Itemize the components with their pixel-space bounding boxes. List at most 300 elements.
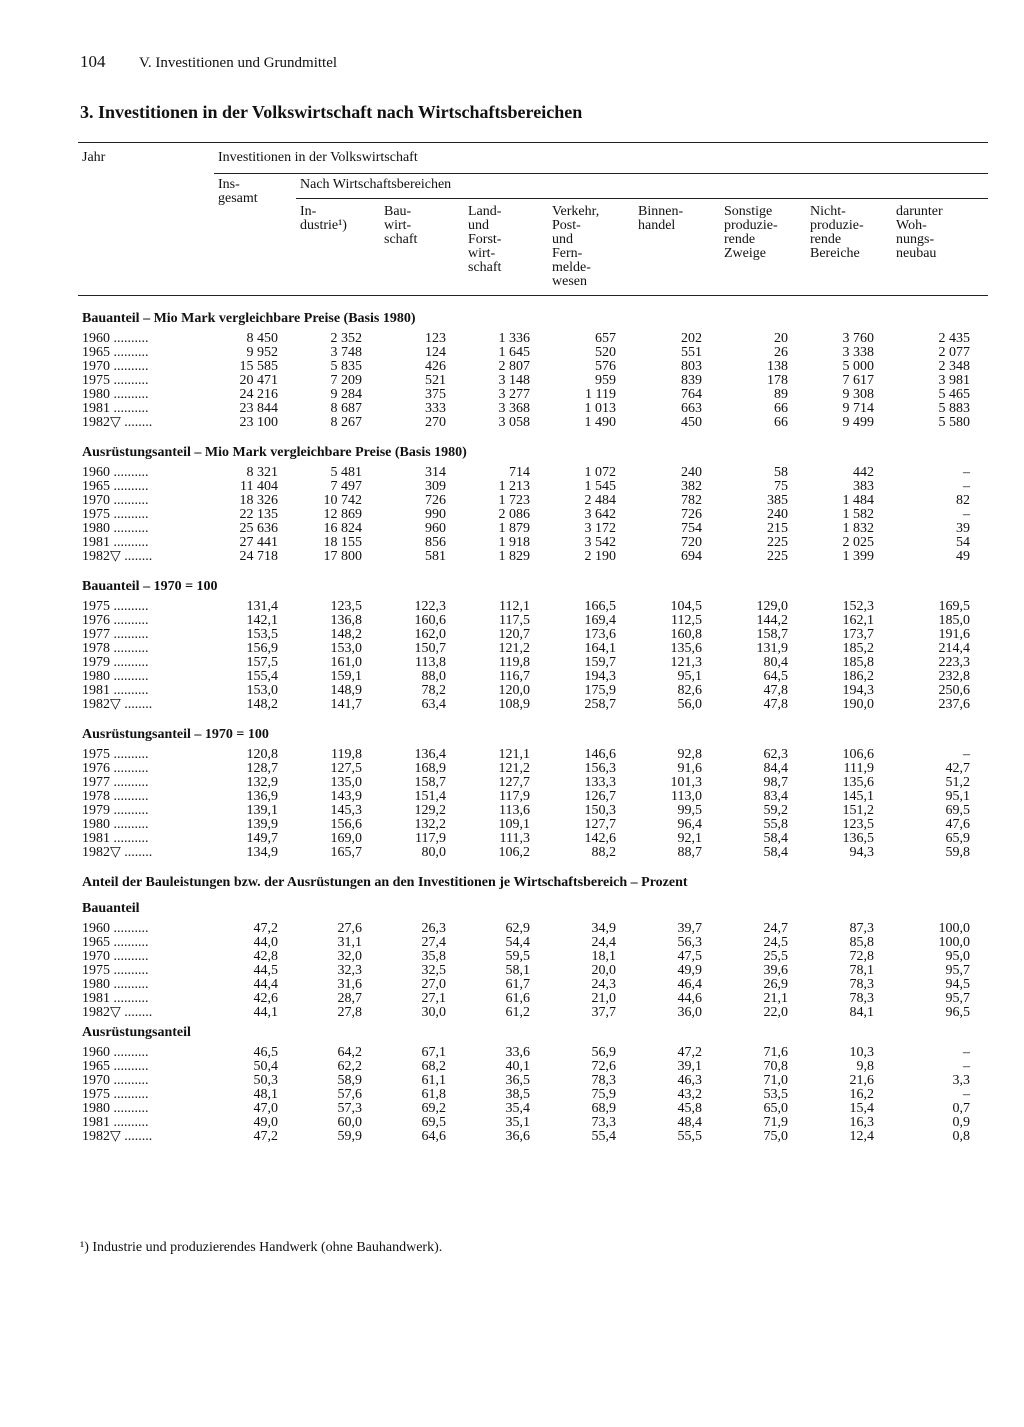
cell-value: 47,8 xyxy=(763,697,788,712)
cell-value: 117,9 xyxy=(415,831,446,846)
section-header-row xyxy=(78,430,988,466)
row-year: 1980 .......... xyxy=(82,522,149,536)
row-year: 1960 .......... xyxy=(82,466,149,480)
cell-value: 450 xyxy=(681,415,702,430)
cell-value: 88,7 xyxy=(677,845,702,860)
cell-value: 382 xyxy=(681,479,702,494)
cell-value: 126,7 xyxy=(584,789,616,804)
row-year: 1977 .......... xyxy=(82,628,149,642)
cell-value: 164,1 xyxy=(584,641,616,656)
cell-value: 72,6 xyxy=(591,1059,616,1074)
cell-value: 122,3 xyxy=(414,599,446,614)
cell-value: 1 119 xyxy=(585,387,616,402)
col-header-industrie: In- dustrie¹) xyxy=(296,199,380,296)
cell-value: 1 582 xyxy=(842,507,874,522)
table-row xyxy=(78,1130,988,1144)
cell-value: 40,1 xyxy=(505,1059,530,1074)
cell-value: 232,8 xyxy=(938,669,971,684)
cell-value: 39,7 xyxy=(677,921,702,936)
cell-value: 67,1 xyxy=(421,1045,446,1060)
cell-value: 71,9 xyxy=(763,1115,788,1130)
cell-value: 26 xyxy=(774,345,788,360)
cell-value: 36,6 xyxy=(505,1129,530,1144)
cell-value: 95,1 xyxy=(945,789,971,804)
cell-value: 59,8 xyxy=(945,845,971,860)
cell-value: 39,6 xyxy=(763,963,788,978)
cell-value: 123,5 xyxy=(330,599,362,614)
cell-value: 5 000 xyxy=(842,359,874,374)
cell-value: 55,4 xyxy=(591,1129,616,1144)
cell-value: 156,9 xyxy=(246,641,278,656)
cell-value: 30,0 xyxy=(421,1005,446,1020)
col-header-verkehr: Verkehr, Post- und Fern- melde- wesen xyxy=(548,199,634,296)
section-title: Bauanteil – Mio Mark vergleichbare Preise (Basis 1980) xyxy=(82,311,416,326)
cell-value: – xyxy=(963,747,971,762)
cell-value: 26,3 xyxy=(421,921,446,936)
cell-value: 3 338 xyxy=(842,345,874,360)
cell-value: 39 xyxy=(956,521,971,536)
cell-value: 123 xyxy=(425,331,446,346)
cell-value: 186,2 xyxy=(842,669,874,684)
cell-value: 375 xyxy=(425,387,446,402)
cell-value: 148,2 xyxy=(246,697,278,712)
row-year: 1980 .......... xyxy=(82,388,149,402)
table-row xyxy=(78,804,988,818)
cell-value: 521 xyxy=(425,373,446,388)
cell-value: 42,7 xyxy=(945,761,971,776)
cell-value: 47,0 xyxy=(253,1101,278,1116)
cell-value: 120,0 xyxy=(498,683,530,698)
chapter-title: V. Investitionen und Grundmittel xyxy=(138,55,338,71)
cell-value: 694 xyxy=(681,549,702,564)
section-header-row xyxy=(78,712,988,748)
cell-value: 136,4 xyxy=(414,747,446,762)
page-header xyxy=(80,52,337,72)
footnote: ¹) Industrie und produzierendes Handwerk (ohne Bauhandwerk). xyxy=(80,1240,443,1255)
cell-value: 22 135 xyxy=(239,507,278,522)
cell-value: 520 xyxy=(595,345,616,360)
cell-value: 68,9 xyxy=(591,1101,616,1116)
table-row xyxy=(78,360,988,374)
cell-value: 3 542 xyxy=(584,535,616,550)
cell-value: 99,5 xyxy=(677,803,702,818)
row-year: 1978 .......... xyxy=(82,790,149,804)
cell-value: 58,9 xyxy=(337,1073,362,1088)
cell-value: 53,5 xyxy=(763,1087,788,1102)
cell-value: 3 981 xyxy=(938,373,971,388)
cell-value: 31,6 xyxy=(337,977,362,992)
row-year: 1965 .......... xyxy=(82,936,149,950)
cell-value: 47,6 xyxy=(945,817,971,832)
cell-value: 78,3 xyxy=(849,977,874,992)
col-header-bauwirtschaft: Bau- wirt- schaft xyxy=(380,199,464,296)
cell-value: 61,8 xyxy=(421,1087,446,1102)
cell-value: 22,0 xyxy=(763,1005,788,1020)
cell-value: 94,5 xyxy=(945,977,971,992)
table-row xyxy=(78,818,988,832)
cell-value: 8 321 xyxy=(246,465,278,480)
cell-value: 117,5 xyxy=(499,613,530,628)
cell-value: 34,9 xyxy=(591,921,616,936)
cell-value: 9 308 xyxy=(842,387,874,402)
cell-value: 258,7 xyxy=(584,697,616,712)
cell-value: – xyxy=(963,479,971,494)
cell-value: 156,6 xyxy=(330,817,362,832)
cell-value: 127,5 xyxy=(330,761,362,776)
cell-value: 36,0 xyxy=(677,1005,702,1020)
cell-value: 132,2 xyxy=(414,817,446,832)
table-row xyxy=(78,1006,988,1020)
cell-value: 168,9 xyxy=(414,761,446,776)
cell-value: 18,1 xyxy=(591,949,616,964)
cell-value: 101,3 xyxy=(670,775,702,790)
cell-value: 16,3 xyxy=(849,1115,874,1130)
table-row xyxy=(78,466,988,480)
cell-value: 78,1 xyxy=(849,963,874,978)
cell-value: 240 xyxy=(767,507,788,522)
cell-value: 165,7 xyxy=(330,845,362,860)
cell-value: 9 952 xyxy=(246,345,278,360)
table-row xyxy=(78,628,988,642)
cell-value: 143,9 xyxy=(330,789,362,804)
table-row xyxy=(78,670,988,684)
cell-value: 94,3 xyxy=(849,845,874,860)
table-row xyxy=(78,950,988,964)
cell-value: 55,5 xyxy=(677,1129,702,1144)
col-year-header: Jahr xyxy=(78,143,214,296)
subsection-title: Ausrüstungsanteil xyxy=(82,1025,191,1040)
cell-value: 1 918 xyxy=(498,535,530,550)
cell-value: 68,2 xyxy=(421,1059,446,1074)
cell-value: 73,3 xyxy=(591,1115,616,1130)
row-year: 1978 .......... xyxy=(82,642,149,656)
table-row xyxy=(78,846,988,860)
cell-value: 162,0 xyxy=(414,627,446,642)
row-year: 1982▽ ........ xyxy=(82,416,153,430)
cell-value: 135,6 xyxy=(670,641,702,656)
row-year: 1980 .......... xyxy=(82,1102,149,1116)
cell-value: 1 399 xyxy=(842,549,874,564)
cell-value: 61,1 xyxy=(421,1073,446,1088)
cell-value: 1 484 xyxy=(842,493,874,508)
row-year: 1982▽ ........ xyxy=(82,550,153,564)
cell-value: 56,9 xyxy=(591,1045,616,1060)
cell-value: 1 213 xyxy=(498,479,530,494)
row-year: 1981 .......... xyxy=(82,1116,149,1130)
investment-table xyxy=(78,142,988,1144)
cell-value: 119,8 xyxy=(499,655,530,670)
cell-value: 62,2 xyxy=(337,1059,362,1074)
cell-value: 54,4 xyxy=(505,935,530,950)
section-title: Ausrüstungsanteil – 1970 = 100 xyxy=(82,727,269,742)
cell-value: 50,3 xyxy=(253,1073,278,1088)
cell-value: 95,1 xyxy=(677,669,702,684)
table-row xyxy=(78,1074,988,1088)
cell-value: 60,0 xyxy=(337,1115,362,1130)
row-year: 1960 .......... xyxy=(82,332,149,346)
cell-value: 23 844 xyxy=(239,401,278,416)
table-row xyxy=(78,790,988,804)
cell-value: 47,8 xyxy=(763,683,788,698)
row-year: 1980 .......... xyxy=(82,818,149,832)
cell-value: 66 xyxy=(774,415,788,430)
section-header-row xyxy=(78,860,988,896)
cell-value: 20,0 xyxy=(591,963,616,978)
cell-value: 69,5 xyxy=(945,803,971,818)
cell-value: 95,7 xyxy=(945,991,971,1006)
cell-value: 25 636 xyxy=(239,521,278,536)
row-year: 1975 .......... xyxy=(82,748,149,762)
row-year: 1970 .......... xyxy=(82,1074,149,1088)
cell-value: 726 xyxy=(425,493,446,508)
subsection-header-row xyxy=(78,896,988,922)
cell-value: 25,5 xyxy=(763,949,788,964)
cell-value: 726 xyxy=(681,507,702,522)
cell-value: 139,1 xyxy=(246,803,278,818)
cell-value: 51,2 xyxy=(945,775,971,790)
cell-value: 121,2 xyxy=(498,641,530,656)
cell-value: 385 xyxy=(767,493,788,508)
cell-value: 803 xyxy=(681,359,702,374)
cell-value: – xyxy=(963,1045,971,1060)
cell-value: 131,9 xyxy=(756,641,788,656)
cell-value: 426 xyxy=(425,359,446,374)
row-year: 1975 .......... xyxy=(82,374,149,388)
cell-value: 185,8 xyxy=(842,655,874,670)
table-row xyxy=(78,1088,988,1102)
cell-value: 1 645 xyxy=(498,345,530,360)
page-number: 104 xyxy=(80,52,106,71)
cell-value: 24,5 xyxy=(763,935,788,950)
cell-value: 15 585 xyxy=(239,359,278,374)
cell-value: 149,7 xyxy=(246,831,278,846)
cell-value: 144,2 xyxy=(756,613,788,628)
cell-value: 155,4 xyxy=(246,669,278,684)
cell-value: 75,9 xyxy=(591,1087,616,1102)
cell-value: 55,8 xyxy=(763,817,788,832)
cell-value: 129,0 xyxy=(756,599,788,614)
cell-value: 2 352 xyxy=(330,331,362,346)
cell-value: 24,4 xyxy=(591,935,616,950)
cell-value: 9,8 xyxy=(856,1059,874,1074)
cell-value: 50,4 xyxy=(253,1059,278,1074)
col-header-wohnungsneubau: darunter Woh- nungs- neubau xyxy=(892,199,988,296)
cell-value: 9 284 xyxy=(330,387,362,402)
cell-value: 69,5 xyxy=(421,1115,446,1130)
section-title: Bauanteil – 1970 = 100 xyxy=(82,579,218,594)
cell-value: 157,5 xyxy=(246,655,278,670)
cell-value: 18 326 xyxy=(239,493,278,508)
row-year: 1980 .......... xyxy=(82,670,149,684)
cell-value: 7 617 xyxy=(842,373,874,388)
cell-value: 135,6 xyxy=(842,775,874,790)
cell-value: 112,5 xyxy=(671,613,702,628)
cell-value: 42,8 xyxy=(253,949,278,964)
cell-value: 47,5 xyxy=(677,949,702,964)
row-year: 1965 .......... xyxy=(82,346,149,360)
cell-value: 35,1 xyxy=(505,1115,530,1130)
cell-value: 11 404 xyxy=(240,479,278,494)
cell-value: 18 155 xyxy=(323,535,362,550)
cell-value: 9 499 xyxy=(842,415,874,430)
cell-value: 1 072 xyxy=(584,465,616,480)
cell-value: 160,6 xyxy=(414,613,446,628)
cell-value: 72,8 xyxy=(849,949,874,964)
cell-value: 35,8 xyxy=(421,949,446,964)
cell-value: 75,0 xyxy=(763,1129,788,1144)
cell-value: 136,9 xyxy=(246,789,278,804)
cell-value: 150,7 xyxy=(414,641,446,656)
cell-value: 2 435 xyxy=(938,331,971,346)
table-row xyxy=(78,748,988,762)
cell-value: 95,7 xyxy=(945,963,971,978)
cell-value: 62,3 xyxy=(763,747,788,762)
cell-value: 96,5 xyxy=(945,1005,971,1020)
cell-value: 121,1 xyxy=(498,747,530,762)
table-row xyxy=(78,684,988,698)
table-row xyxy=(78,1116,988,1130)
cell-value: 24,3 xyxy=(591,977,616,992)
cell-value: 113,0 xyxy=(671,789,702,804)
row-year: 1980 .......... xyxy=(82,978,149,992)
cell-value: 3 172 xyxy=(584,521,616,536)
cell-value: 152,3 xyxy=(842,599,874,614)
cell-value: 145,1 xyxy=(842,789,874,804)
cell-value: 44,6 xyxy=(677,991,702,1006)
cell-value: 88,0 xyxy=(421,669,446,684)
col-group-header: Investitionen in der Volkswirtschaft xyxy=(214,143,988,174)
cell-value: 169,0 xyxy=(330,831,362,846)
cell-value: 121,3 xyxy=(670,655,702,670)
cell-value: 59,5 xyxy=(505,949,530,964)
row-year: 1982▽ ........ xyxy=(82,846,153,860)
cell-value: 100,0 xyxy=(938,921,971,936)
cell-value: 120,8 xyxy=(246,747,278,762)
cell-value: 46,5 xyxy=(253,1045,278,1060)
table-row xyxy=(78,374,988,388)
row-year: 1965 .......... xyxy=(82,480,149,494)
row-year: 1960 .......... xyxy=(82,1046,149,1060)
cell-value: 270 xyxy=(425,415,446,430)
cell-value: 24,7 xyxy=(763,921,788,936)
cell-value: 124 xyxy=(425,345,446,360)
cell-value: 191,6 xyxy=(938,627,971,642)
cell-value: 175,9 xyxy=(584,683,616,698)
row-year: 1975 .......... xyxy=(82,600,149,614)
cell-value: 166,5 xyxy=(584,599,616,614)
cell-value: 49,0 xyxy=(253,1115,278,1130)
cell-value: 185,0 xyxy=(938,613,971,628)
table-row xyxy=(78,614,988,628)
row-year: 1982▽ ........ xyxy=(82,698,153,712)
cell-value: 3,3 xyxy=(952,1073,971,1088)
cell-value: 119,8 xyxy=(331,747,362,762)
cell-value: 132,9 xyxy=(246,775,278,790)
cell-value: 111,3 xyxy=(499,831,530,846)
cell-value: 20 xyxy=(774,331,788,346)
cell-value: 5 481 xyxy=(330,465,362,480)
cell-value: 82 xyxy=(956,493,971,508)
cell-value: 46,3 xyxy=(677,1073,702,1088)
cell-value: 151,4 xyxy=(414,789,446,804)
cell-value: 42,6 xyxy=(253,991,278,1006)
cell-value: 113,8 xyxy=(415,655,446,670)
row-year: 1981 .......... xyxy=(82,832,149,846)
table-row xyxy=(78,550,988,564)
cell-value: 3 760 xyxy=(842,331,874,346)
cell-value: 128,7 xyxy=(246,761,278,776)
cell-value: 214,4 xyxy=(938,641,971,656)
cell-value: 32,5 xyxy=(421,963,446,978)
cell-value: 64,6 xyxy=(421,1129,446,1144)
cell-value: 12 869 xyxy=(323,507,362,522)
cell-value: 108,9 xyxy=(498,697,530,712)
cell-value: 120,7 xyxy=(498,627,530,642)
table-row xyxy=(78,388,988,402)
cell-value: 21,0 xyxy=(591,991,616,1006)
cell-value: 117,9 xyxy=(499,789,530,804)
cell-value: 1 013 xyxy=(584,401,616,416)
cell-value: 194,3 xyxy=(584,669,616,684)
table-row xyxy=(78,762,988,776)
table-row xyxy=(78,494,988,508)
cell-value: 162,1 xyxy=(842,613,874,628)
cell-value: 91,6 xyxy=(677,761,702,776)
cell-value: 127,7 xyxy=(584,817,616,832)
cell-value: 136,5 xyxy=(842,831,874,846)
cell-value: 202 xyxy=(681,331,702,346)
cell-value: 250,6 xyxy=(938,683,971,698)
cell-value: 12,4 xyxy=(849,1129,874,1144)
row-year: 1976 .......... xyxy=(82,762,149,776)
cell-value: 46,4 xyxy=(677,977,702,992)
cell-value: 64,5 xyxy=(763,669,788,684)
cell-value: 153,0 xyxy=(330,641,362,656)
cell-value: 27,6 xyxy=(337,921,362,936)
cell-value: 82,6 xyxy=(677,683,702,698)
cell-value: 3 368 xyxy=(498,401,530,416)
cell-value: 581 xyxy=(425,549,446,564)
cell-value: 21,6 xyxy=(849,1073,874,1088)
table-row xyxy=(78,992,988,1006)
cell-value: 240 xyxy=(681,465,702,480)
section-header-row xyxy=(78,564,988,600)
cell-value: 2 348 xyxy=(938,359,971,374)
cell-value: 80,4 xyxy=(763,655,788,670)
cell-value: 754 xyxy=(681,521,702,536)
cell-value: 15,4 xyxy=(849,1101,874,1116)
cell-value: 720 xyxy=(681,535,702,550)
cell-value: 58,1 xyxy=(505,963,530,978)
cell-value: 856 xyxy=(425,535,446,550)
cell-value: 314 xyxy=(425,465,446,480)
cell-value: 56,0 xyxy=(677,697,702,712)
cell-value: 10 742 xyxy=(323,493,362,508)
cell-value: – xyxy=(963,1087,971,1102)
cell-value: 104,5 xyxy=(670,599,702,614)
row-year: 1977 .......... xyxy=(82,776,149,790)
cell-value: 173,7 xyxy=(842,627,874,642)
table-row xyxy=(78,832,988,846)
cell-value: 333 xyxy=(425,401,446,416)
cell-value: 37,7 xyxy=(591,1005,616,1020)
cell-value: 33,6 xyxy=(505,1045,530,1060)
cell-value: 2 025 xyxy=(842,535,874,550)
cell-value: 48,4 xyxy=(677,1115,702,1130)
cell-value: 156,3 xyxy=(584,761,616,776)
table-row xyxy=(78,402,988,416)
cell-value: 96,4 xyxy=(677,817,702,832)
